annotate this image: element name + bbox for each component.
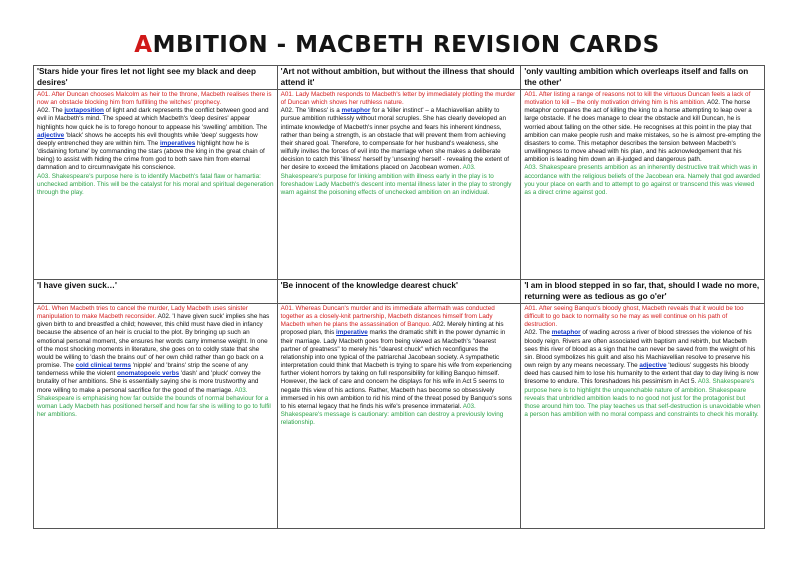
revision-cards-table xyxy=(33,65,765,529)
card-2-a02-text: for a 'killer instinct' – a Machiavellian ability to pursue ambition ruthlessly without moral scruples. She has clearly developed an intimate knowledge of Macbeth's inner psyche and fears his inherent kindness, rather than being a strength, is an obstacle that will prevent them from achieving their shared goal. Therefore, to compensate for her husband's weakness, she wilfully invites the forces of evil into the marriage when she makes a deliberate decision to catch this 'illness' herself by 'unsexing' herself - revealing the extent of her desire to exceed the limitations placed on Jacobean women. xyxy=(280,107,510,172)
quote-row-1 xyxy=(34,66,765,90)
card-6-a02 xyxy=(524,329,758,385)
card-4-term-onomatopoeic: onomatopoeic verbs xyxy=(117,370,180,378)
card-1-body xyxy=(34,90,278,280)
card-6-a01: A01. After seeing Banquo's bloody ghost, Macbeth reveals that it would be too difficult to go back to normality so he may as well continue on his path of destruction. xyxy=(524,305,744,329)
card-3-body xyxy=(521,90,765,280)
card-5-a02 xyxy=(281,321,512,410)
card-3-quote: 'only vaulting ambition which overleaps itself and falls on the other' xyxy=(521,66,765,90)
title-first-letter: A xyxy=(134,32,153,58)
body-row-2 xyxy=(34,304,765,529)
body-row-1 xyxy=(34,90,765,280)
card-4-a02-text: 'nipple' and 'brains' strip the scene of any tenderness while the violent xyxy=(37,362,249,378)
card-2-a02 xyxy=(281,107,509,171)
card-6-a02-text: 'tedious' suggests his bloody deed has caused him to lose his humanity to the extent that day to day living is now tiresome to endure. This foreshadows his pessimism in Act 5. xyxy=(524,362,759,386)
card-4-a02-text: A02. 'I have given suck' implies she has given birth to and breastfed a child; however, this child must have died in infancy because the absence of an heir is crucial to the plot. By bringing up such an emotional personal moment, she ensures her words carry immense weight. In one of the most shocking moments in literature, she goes on to coldly state that she would be willing to 'dash the brains out' of her own child rather than go back on a promise. The xyxy=(37,313,270,370)
card-1-a02 xyxy=(37,107,274,172)
card-5-term-imperative: imperative xyxy=(336,329,368,337)
card-1-a02-text: A02. The xyxy=(37,107,65,115)
card-1-a01: A01. After Duncan chooses Malcolm as heir to the throne, Macbeth realises there is now an obstacle blocking him from fulfilling the witches' prophecy. xyxy=(37,91,272,107)
card-1-a02-text: 'black' shows he accepts his evil thoughts while 'deep' suggests how deeply entrenched they are within him. The xyxy=(37,131,258,147)
title-rest: MBITION - MACBETH REVISION CARDS xyxy=(152,32,660,58)
card-1-a02-text: highlight how he is 'disdaining fortune' by commanding the stars (above the king in the great chain of being) to assist with hiding the crime from god to both save him from eternal damnation and to circumnavigate his conscience. xyxy=(37,139,265,172)
card-2-a03: A03. Shakespeare's purpose for linking ambition with illness early in the play is to foreshadow Lady Macbeth's descent into mental illness later in the play to strongly warn against the poisoning effects of unchecked ambition on an individual. xyxy=(280,164,512,196)
card-3-a01: A01. After listing a range of reasons not to kill the virtuous Duncan feels a lack of motivation to kill – the only motivation driving him is his ambition. xyxy=(524,91,751,107)
card-6-a03: A03. Shakespeare's purpose here is to highlight the unquenchable nature of ambition. Shakespeare reveals that unbridled ambition leads to no good not just for the protagonist but those around him too. The play teaches us that self-destruction is unavoidable when a person has ambition with no moral compass and constraints to check his morality. xyxy=(524,378,761,419)
card-5-a02-text: A02. Merely hinting at his proposed plan, this xyxy=(280,321,504,337)
card-4-quote: 'I have given suck…' xyxy=(34,280,278,304)
card-2-a01: A01. Lady Macbeth responds to Macbeth's letter by immediately plotting the murder of Duncan which shows her ruthless nature. xyxy=(280,91,516,107)
card-3-a02: A02. The horse metaphor compares the act of killing the king to a horse attempting to leap over a large obstacle. If he does manage to clear the obstacle and kill Duncan, he is worried about falling on the other side. He recognises at this point in the play that ambition can make people rush and make mistakes, so he is almost pre-empting the disasters to come. This metaphor describes the tension between Macbeth's unwillingness to move ahead with his plan, and his acknowledgement that his ambition is leading him down an ill-judged and dangerous path. xyxy=(524,99,761,164)
card-1-term-adjective: adjective xyxy=(37,131,65,139)
card-2-a02-text: A02. The 'illness' is a xyxy=(280,107,342,115)
card-4-term-cold-clinical: cold clinical terms xyxy=(75,362,132,370)
card-1-a02-text: of light and dark represents the conflict between good and evil in Macbeth's mind. The speed at which Macbeth's 'deep desires' appear highlights how quick he is to forego honour to appease his 'swelling' ambition. The xyxy=(37,107,269,131)
card-6-a02-text: of wading across a river of blood stresses the violence of his bloody reign. Rivers are often associated with baptism and rebirth, but Macbeth sees this river of blood as a sign that he can never be saved from the weight of his sin. Blood symbolizes his guilt and also his Machiavellian resolve to preserve his own reign by any means necessary. The xyxy=(524,329,756,370)
card-3-a03: A03. Shakespeare presents ambition as an inherently destructive trait which was in accordance with the religious beliefs of the Jacobean era. Namely that god awarded you your place on earth and to attempt to go against or transcend this was viewed as a direct crime against god. xyxy=(524,164,760,196)
card-1-term-juxtaposition: juxtaposition xyxy=(64,107,104,115)
card-6-quote: 'I am in blood stepped in so far, that, should I wade no more, returning were as tedious as go o'er' xyxy=(521,280,765,304)
card-2-term-metaphor: metaphor xyxy=(341,107,371,115)
page-title xyxy=(0,32,794,58)
card-2-quote: 'Art not without ambition, but without the illness that should attend it' xyxy=(277,66,521,90)
card-6-a02-text: A02. The xyxy=(524,329,552,337)
card-1-a03: A03. Shakespeare's purpose here is to identify Macbeth's fatal flaw or hamartia: unchecked ambition. This will be the catalyst for his moral and spiritual degeneration through the play. xyxy=(37,172,274,196)
card-4-body xyxy=(34,304,278,529)
card-5-a01: A01. Whereas Duncan's murder and its immediate aftermath was conducted together as a closely-knit partnership, Macbeth distances himself from Lady Macbeth when he plans the assassination of Banquo. xyxy=(280,305,495,329)
card-5-a03: A03. Shakespeare's message is cautionary: ambition can destroy a previously loving relationship. xyxy=(280,402,504,427)
card-5-a02-text: marks the dramatic shift in the power dynamic in their marriage. Lady Macbeth goes from being viewed as Macbeth's "dearest partner of greatness" to merely his "dearest chuck" which reconfigures the relationship into one typical of the patriarchal Jacobean society. A sympathetic interpretation could think that Macbeth is trying to spare his wife from experiencing further violent horrors by taking on full responsibility for killing Banquo himself. However, the lack of care and concern he displays for his wife in Act 5 seems to negate this view of his actions. Rather, Macbeth has become so obsessively immersed in his own ambition to rid his mind of the threat posed by Banquo's sons to his eternal legacy that he finds his wife's presence immaterial. xyxy=(280,329,512,410)
card-5-body xyxy=(277,304,521,529)
card-6-term-metaphor: metaphor xyxy=(551,329,581,337)
card-4-a03: A03. Shakespeare is emphasising how far outside the bounds of normal behaviour for a woman Lady Macbeth has positioned herself and how far she is willing to go to fulfil her ambitions. xyxy=(37,386,271,419)
card-4-a02 xyxy=(37,313,269,393)
card-1-quote: 'Stars hide your fires let not light see my black and deep desires' xyxy=(34,66,278,90)
card-4-a02-text: 'dash' and 'pluck' convey the brutality of her ambitions. She is essentially saying she is more trustworthy and more willing to make a personal sacrifice for the good of the marriage. xyxy=(37,370,261,394)
card-6-term-adjective: adjective xyxy=(639,362,667,370)
card-2-body xyxy=(277,90,521,280)
quote-row-2 xyxy=(34,280,765,304)
card-4-a01: A01. When Macbeth tries to cancel the murder, Lady Macbeth uses sinister manipulation to make Macbeth reconsider. xyxy=(37,305,248,321)
card-5-quote: 'Be innocent of the knowledge dearest chuck' xyxy=(277,280,521,304)
card-6-body xyxy=(521,304,765,529)
card-1-term-imperatives: imperatives xyxy=(159,139,196,147)
